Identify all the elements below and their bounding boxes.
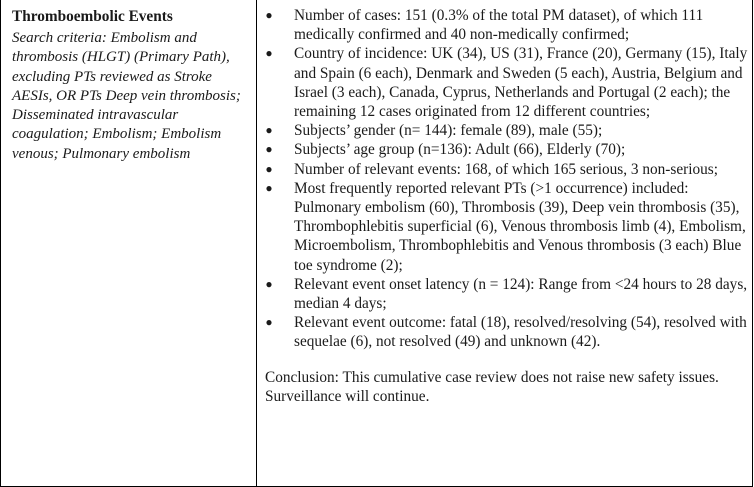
search-criteria: Search criteria: Embolism and thrombosis (HLGT) (Primary Path), excluding PTs reviewed as Stroke AESIs, OR PTs Deep vein thrombosis; Disseminated intravascular coagulation; Embolism; Embolism venous; Pulmonary embolism (12, 30, 241, 162)
list-item-text: Relevant event onset latency (n = 124): Range from <24 hours to 28 days, median 4 days; (294, 275, 748, 313)
list-item (263, 44, 749, 121)
list-item (263, 6, 749, 44)
list-item-text: Relevant event outcome: fatal (18), resolved/resolving (54), resolved with sequelae (6), not resolved (49) and unknown (42). (294, 314, 747, 351)
bullet-icon: ● (265, 180, 273, 195)
bullet-icon: ● (265, 161, 273, 176)
bullet-icon: ● (265, 276, 273, 291)
list-item-text: Subjects’ age group (n=136): Adult (66), Elderly (70); (294, 141, 626, 159)
list-item (263, 160, 749, 179)
list-item-text: Country of incidence: UK (34), US (31), France (20), Germany (15), Italy and Spain (6 each), Denmark and Sweden (5 each), Austria, Belgium and Israel (3 each), Canada, Cyprus, Netherlands and Portugal (2 each); the remaining 12 cases originated from 12 different countries; (294, 45, 748, 121)
bullet-icon: ● (265, 8, 273, 22)
list-item (263, 140, 749, 159)
list-item (263, 275, 749, 313)
conclusion-text: Conclusion: This cumulative case review does not raise new safety issues. Surveillance will continue. (265, 368, 719, 405)
section-title: Thromboembolic Events (12, 8, 173, 25)
right-cell (263, 6, 749, 406)
list-item-text: Number of cases: 151 (0.3% of the total PM dataset), of which 111 medically confirmed and 40 non-medically confirmed; (294, 7, 704, 44)
list-item (263, 313, 749, 351)
list-item-text: Subjects’ gender (n= 144): female (89), male (55); (294, 122, 603, 140)
findings-list (263, 6, 749, 352)
list-item-text: Most frequently reported relevant PTs (>1 occurrence) included: Pulmonary embolism (60), Thrombosis (39), Deep vein thrombosis (35), Thrombophlebitis superficial (6), Venous thrombosis limb (4), Embolism, Microembolism, Thrombophlebitis and Venous thrombosis (3 each) Blue toe syndrome (2); (294, 179, 746, 274)
column-divider (256, 0, 257, 487)
list-item (263, 179, 749, 275)
list-item-text: Number of relevant events: 168, of which 165 serious, 3 non-serious; (294, 160, 718, 178)
bullet-icon: ● (265, 123, 273, 138)
bullet-icon: ● (265, 142, 273, 157)
left-cell (12, 7, 248, 164)
bullet-icon: ● (265, 46, 273, 61)
list-item (263, 121, 749, 140)
bullet-icon: ● (265, 315, 273, 330)
